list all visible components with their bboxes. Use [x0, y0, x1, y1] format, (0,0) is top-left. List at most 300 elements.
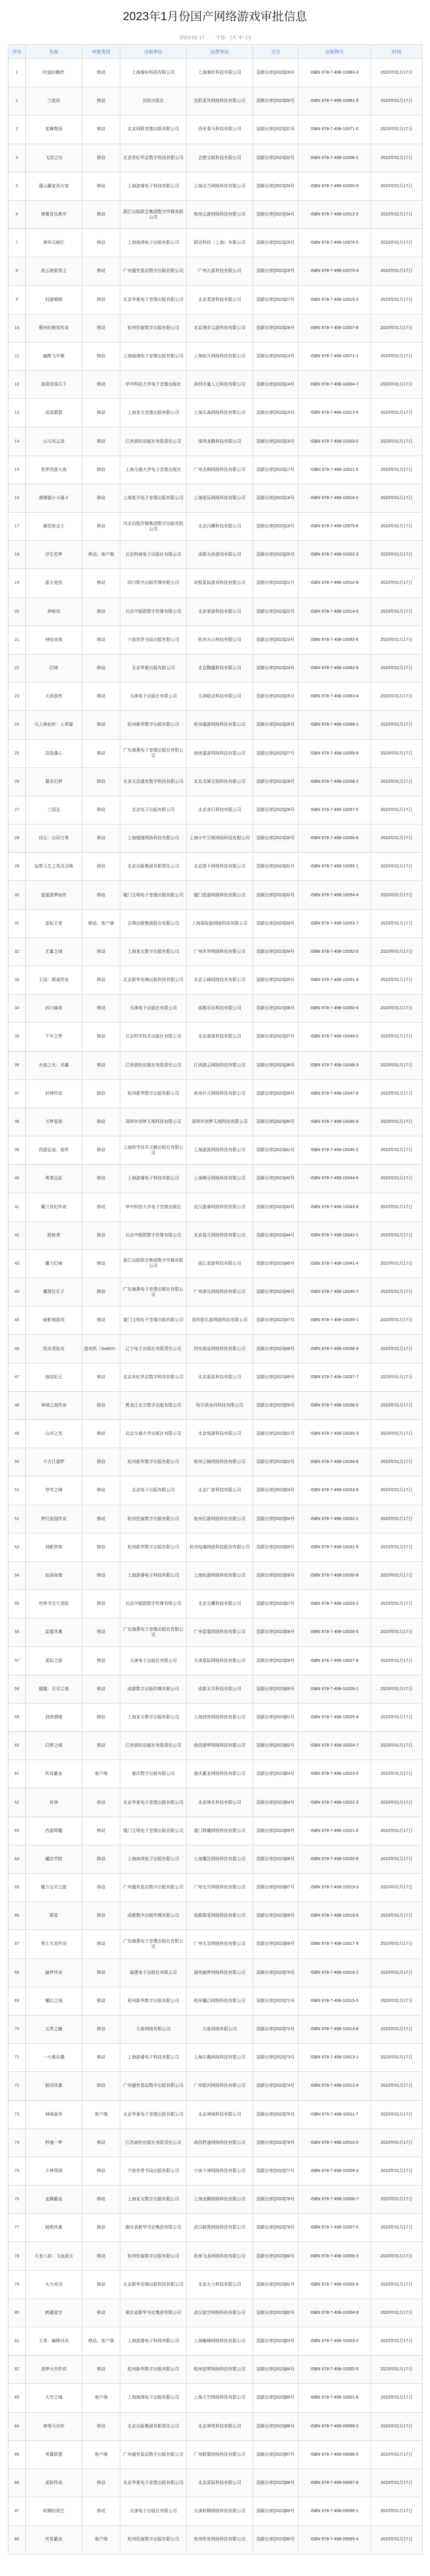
cell-isbn: ISBN 978-7-498-10031-5 [299, 1533, 371, 1561]
cell-operator: 广州游乐网络科技有限公司 [187, 1278, 253, 1306]
cell-category: 移动 [82, 115, 120, 144]
cell-isbn: ISBN 978-7-498-10042-1 [299, 1221, 371, 1249]
table-row [9, 484, 423, 512]
cell-index: 51 [9, 1476, 26, 1505]
table-row [9, 2186, 423, 2214]
cell-approval-no: 国新出审[2023]32号 [253, 881, 299, 909]
cell-category: 移动 [82, 937, 120, 966]
cell-date: 2023年01月17日 [371, 1647, 423, 1675]
cell-approval-no: 国新出审[2023]27号 [253, 285, 299, 314]
cell-publisher: 江西高校出版社有限责任公司 [120, 427, 187, 456]
cell-publisher: 上海海鸿电子出版有限公司 [120, 1845, 187, 1873]
cell-category: 移动 [82, 1675, 120, 1703]
table-row [9, 2299, 423, 2327]
cell-approval-no: 国新出审[2023]53号 [253, 1476, 299, 1505]
cell-publisher: 重庆数字出版有限公司 [120, 1760, 187, 1788]
cell-publisher: 上海复旦电子音像出版有限公司 [120, 484, 187, 512]
cell-game-name: 万梦星球 [26, 1108, 82, 1136]
cell-category: 移动 [82, 144, 120, 172]
cell-game-name: 梦幻家园传说 [26, 1505, 82, 1533]
cell-publisher: 北京华夏电子音像出版有限公司 [120, 1788, 187, 1817]
cell-game-name: 秒速一梦 [26, 2128, 82, 2157]
cell-date: 2023年01月17日 [371, 597, 423, 626]
cell-approval-no: 国新出审[2023]58号 [253, 1618, 299, 1647]
cell-publisher: 辽宁电子出版社有限责任公司 [120, 1335, 187, 1363]
cell-game-name: 苍穹之境 [26, 1476, 82, 1505]
cell-date: 2023年01月17日 [371, 2044, 423, 2072]
cell-category: 移动 [82, 739, 120, 767]
cell-approval-no: 国新出审[2023]36号 [253, 995, 299, 1023]
cell-operator: 南昌游梦网络科技有限公司 [187, 1732, 253, 1760]
cell-operator: 重庆霸业网络科技有限公司 [187, 1760, 253, 1788]
table-row [9, 966, 423, 995]
cell-operator: 北京云峰网络技术有限公司 [187, 966, 253, 995]
cell-date: 2023年01月17日 [371, 1193, 423, 1221]
cell-game-name: 弹幕音乐都市 [26, 200, 82, 228]
cell-isbn: ISBN 978-7-498-10054-4 [299, 881, 371, 909]
cell-isbn: ISBN 978-7-498-10052-0 [299, 937, 371, 966]
cell-category: 移动 [82, 1476, 120, 1505]
cell-category: 移动 [82, 1363, 120, 1391]
table-row [9, 2356, 423, 2384]
cell-approval-no: 国新出审[2023]85号 [253, 2384, 299, 2412]
table-row [9, 285, 423, 314]
table-row [9, 87, 423, 115]
cell-publisher: 沈阳出版社 [120, 87, 187, 115]
cell-date: 2023年01月17日 [371, 2157, 423, 2185]
cell-category: 移动 [82, 2242, 120, 2270]
cell-operator: 宁波斗神网络科技有限公司 [187, 2157, 253, 2185]
cell-operator: 蔚迈科技（上海）有限公司 [187, 229, 253, 257]
cell-publisher: 上海亚太音像出版有限公司 [120, 399, 187, 427]
cell-operator: 上海龙腾网络科技有限公司 [187, 2186, 253, 2214]
cell-index: 88 [9, 2526, 26, 2554]
cell-approval-no: 国新出审[2023]29号 [253, 796, 299, 824]
cell-isbn: ISBN 978-7-498-10013-9 [299, 399, 371, 427]
cell-isbn: ISBN 978-7-498-10041-4 [299, 1249, 371, 1278]
cell-category: 移动 [82, 597, 120, 626]
cell-publisher: 天津电子出版社有限公司 [120, 2497, 187, 2526]
cell-operator: 杭州飞龙网络科技有限公司 [187, 2242, 253, 2270]
cell-category: 移动、客户端 [82, 909, 120, 937]
cell-publisher: 江西高校出版社有限责任公司 [120, 1051, 187, 1079]
cell-game-name: 流云地狱领主 [26, 257, 82, 285]
cell-isbn: ISBN 978-7-498-10033-9 [299, 1476, 371, 1505]
table-row [9, 2015, 423, 2043]
cell-category: 移动 [82, 1221, 120, 1249]
cell-game-name: 幽梦传奇 [26, 1958, 82, 1987]
cell-publisher: 华中科技大学电子音像出版社 [120, 1193, 187, 1221]
cell-game-name: 火力对决 [26, 2270, 82, 2299]
cell-game-name: 蓝天竞技 [26, 569, 82, 597]
cell-operator: 杭州魔幻网络科技有限公司 [187, 1987, 253, 2015]
cell-index: 37 [9, 1079, 26, 1108]
cell-operator: 北京悦游科技有限公司 [187, 1420, 253, 1448]
table-row [9, 1987, 423, 2015]
cell-date: 2023年01月17日 [371, 909, 423, 937]
cell-isbn: ISBN 978-7-498-10059-9 [299, 739, 371, 767]
cell-operator: 北京掌游科技有限公司 [187, 597, 253, 626]
cell-category: 移动 [82, 711, 120, 739]
table-row [9, 229, 423, 257]
cell-operator: 北京漫步云游科技有限公司 [187, 314, 253, 342]
cell-category: 移动 [82, 1108, 120, 1136]
table-row [9, 654, 423, 682]
column-header-operator: 运营单位 [187, 45, 253, 59]
cell-operator: 北京灵犀互娱科技有限公司 [187, 767, 253, 796]
cell-isbn: ISBN 978-7-498-10058-2 [299, 767, 371, 796]
table-row [9, 1108, 423, 1136]
cell-game-name: 神秘岛 [26, 597, 82, 626]
cell-date: 2023年01月17日 [371, 2356, 423, 2384]
cell-index: 71 [9, 2044, 26, 2072]
cell-isbn: ISBN 978-7-498-10013-1 [299, 2044, 371, 2072]
cell-operator: 北京睿游科技有限公司 [187, 1023, 253, 1051]
cell-publisher: 杭州恒泰数字出版有限公司 [120, 2242, 187, 2270]
cell-index: 48 [9, 1391, 26, 1419]
cell-isbn: ISBN 978-7-498-10016-0 [299, 484, 371, 512]
cell-publisher: 上海闻海电子音像出版有限公司 [120, 342, 187, 370]
column-header-approval-no: 文号 [253, 45, 299, 59]
cell-category: 移动 [82, 2469, 120, 2497]
cell-game-name: 成语猜猜 [26, 399, 82, 427]
cell-category: 移动 [82, 1051, 120, 1079]
cell-game-name: 神笔马良传 [26, 2412, 82, 2440]
cell-approval-no: 国新出审[2023]27号 [253, 739, 299, 767]
cell-index: 73 [9, 2100, 26, 2128]
cell-index: 56 [9, 1618, 26, 1647]
cell-index: 80 [9, 2299, 26, 2327]
cell-game-name: 勇者远征 [26, 1165, 82, 1193]
cell-approval-no: 国新出审[2023]79号 [253, 2214, 299, 2242]
cell-index: 19 [9, 569, 26, 597]
cell-isbn: ISBN 978-7-498-10063-4 [299, 683, 371, 711]
cell-isbn: ISBN 978-7-498-10047-6 [299, 1079, 371, 1108]
column-header-category: 申报类别 [82, 45, 120, 59]
table-row [9, 1703, 423, 1731]
cell-game-name: 滑稽猫小卡通卡 [26, 484, 82, 512]
cell-index: 38 [9, 1108, 26, 1136]
cell-index: 12 [9, 371, 26, 399]
cell-approval-no: 国新出审[2023]84号 [253, 2356, 299, 2384]
cell-category: 移动 [82, 626, 120, 654]
cell-approval-no: 国新出审[2023]51号 [253, 1420, 299, 1448]
cell-category: 移动 [82, 2044, 120, 2072]
table-row [9, 1335, 423, 1363]
cell-game-name: 神域战争 [26, 2100, 82, 2128]
cell-publisher: 北京科海电子出版社有限公司 [120, 541, 187, 569]
cell-index: 15 [9, 456, 26, 484]
cell-approval-no: 国新出审[2023]29号 [253, 59, 299, 87]
cell-publisher: 杭州新华数字出版有限公司 [120, 1533, 187, 1561]
cell-category: 移动 [82, 371, 120, 399]
cell-operator: 南昌秒速网络科技有限公司 [187, 2128, 253, 2157]
cell-isbn: ISBN 978-7-498-10039-1 [299, 1306, 371, 1335]
cell-approval-no: 国新出审[2023]89号 [253, 2497, 299, 2526]
cell-operator: 江西游云网络科技有限公司 [187, 1051, 253, 1079]
cell-game-name: 凡人修仙传：人界篇 [26, 711, 82, 739]
cell-operator: 广州宝贝网络科技有限公司 [187, 1874, 253, 1902]
cell-operator: 上海炫月网络科技有限公司 [187, 342, 253, 370]
cell-date: 2023年01月17日 [371, 513, 423, 541]
cell-date: 2023年01月17日 [371, 371, 423, 399]
cell-operator: 杭州火山科技有限公司 [187, 626, 253, 654]
cell-approval-no: 国新出审[2023]37号 [253, 1023, 299, 1051]
cell-approval-no: 国新出审[2023]49号 [253, 1363, 299, 1391]
table-row [9, 1448, 423, 1476]
cell-game-name: 西游降魔 [26, 1817, 82, 1845]
cell-category: 移动 [82, 2128, 120, 2157]
cell-approval-no: 国新出审[2023]56号 [253, 1561, 299, 1589]
cell-approval-no: 国新出审[2023]59号 [253, 1647, 299, 1675]
table-row [9, 399, 423, 427]
cell-isbn: ISBN 978-7-498-10044-5 [299, 1165, 371, 1193]
table-row [9, 371, 423, 399]
cell-index: 62 [9, 1788, 26, 1817]
table-row [9, 2497, 423, 2526]
cell-publisher: 杭州新华数字出版有限公司 [120, 1987, 187, 2015]
table-row [9, 767, 423, 796]
cell-approval-no: 国新出审[2023]23号 [253, 626, 299, 654]
cell-index: 28 [9, 824, 26, 853]
cell-isbn: ISBN 978-7-498-10010-0 [299, 2128, 371, 2157]
cell-publisher: 广东海燕电子音像出版社有限公司 [120, 1930, 187, 1958]
cell-game-name: 魔力宝贝之旅 [26, 1874, 82, 1902]
cell-date: 2023年01月17日 [371, 257, 423, 285]
cell-operator: 上海点当网络科技有限公司 [187, 172, 253, 200]
cell-operator: 北京星月网络科技有限公司 [187, 1221, 253, 1249]
cell-operator: 沈阳亚风网络科技有限公司 [187, 87, 253, 115]
cell-date: 2023年01月17日 [371, 654, 423, 682]
cell-index: 2 [9, 87, 26, 115]
article-meta [8, 32, 422, 44]
cell-operator: 北京游卡网络科技有限公司 [187, 853, 253, 881]
cell-game-name: 战将帝国天下 [26, 371, 82, 399]
cell-approval-no: 国新出审[2023]71号 [253, 1987, 299, 2015]
cell-game-name: 幕府的刺客传说 [26, 314, 82, 342]
cell-approval-no: 国新出审[2023]21号 [253, 569, 299, 597]
cell-isbn: ISBN 978-7-498-10029-2 [299, 1590, 371, 1618]
cell-index: 86 [9, 2469, 26, 2497]
font-size-control[interactable]: 字体：[大 中 小] [216, 35, 251, 41]
cell-game-name: 四川麻将 [26, 995, 82, 1023]
cell-operator: 浙江星游科技有限公司 [187, 1249, 253, 1278]
cell-operator: 杭州电魂网络科技股份有限公司 [187, 1533, 253, 1561]
cell-category: 移动 [82, 1958, 120, 1987]
cell-category: 移动 [82, 1561, 120, 1589]
cell-publisher: 北京电子出版有限公司 [120, 796, 187, 824]
cell-index: 49 [9, 1420, 26, 1448]
cell-operator: 北京青游科技有限公司 [187, 285, 253, 314]
cell-operator: 北京林木科技有限公司 [187, 1788, 253, 1817]
table-row [9, 824, 423, 853]
cell-game-name: 幽默飞车赛 [26, 342, 82, 370]
cell-index: 75 [9, 2157, 26, 2185]
cell-date: 2023年01月17日 [371, 1391, 423, 1419]
cell-category: 移动 [82, 2015, 120, 2043]
cell-operator: 广州联盟网络科技有限公司 [187, 2440, 253, 2469]
cell-category: 移动 [82, 1193, 120, 1221]
cell-index: 1 [9, 59, 26, 87]
cell-index: 64 [9, 1845, 26, 1873]
cell-approval-no: 国新出审[2023]55号 [253, 1533, 299, 1561]
cell-index: 35 [9, 1023, 26, 1051]
cell-date: 2023年01月17日 [371, 342, 423, 370]
table-row [9, 2100, 423, 2128]
cell-publisher: 上海亚太数字出版有限公司 [120, 937, 187, 966]
cell-category: 移动 [82, 853, 120, 881]
cell-publisher: 北京中版联数字传媒有限公司 [120, 1590, 187, 1618]
cell-publisher: 北京新华先锋出版科技有限公司 [120, 966, 187, 995]
cell-isbn: ISBN 978-7-498-10021-6 [299, 1817, 371, 1845]
cell-index: 17 [9, 513, 26, 541]
cell-date: 2023年01月17日 [371, 683, 423, 711]
cell-date: 2023年01月17日 [371, 2440, 423, 2469]
cell-approval-no: 国新出审[2023]67号 [253, 1874, 299, 1902]
cell-category: 移动 [82, 654, 120, 682]
cell-approval-no: 国新出审[2023]34号 [253, 937, 299, 966]
cell-date: 2023年01月17日 [371, 1448, 423, 1476]
cell-operator: 杭州造梦网络科技有限公司 [187, 2356, 253, 2384]
cell-game-name: 最佳射击王 [26, 513, 82, 541]
cell-approval-no: 国新出审[2023]64号 [253, 1788, 299, 1817]
cell-isbn: ISBN 978-7-498-10050-6 [299, 995, 371, 1023]
cell-operator: 广州灵枫网络科技有限公司 [187, 456, 253, 484]
table-row [9, 541, 423, 569]
cell-approval-no: 国新出审[2023]28号 [253, 767, 299, 796]
cell-date: 2023年01月17日 [371, 1958, 423, 1987]
cell-approval-no: 国新出审[2023]62号 [253, 1732, 299, 1760]
table-row [9, 456, 423, 484]
cell-publisher: 杭州新华数字出版有限公司 [120, 1079, 187, 1108]
cell-date: 2023年01月17日 [371, 59, 423, 87]
cell-date: 2023年01月17日 [371, 2469, 423, 2497]
cell-approval-no: 国新出审[2023]31号 [253, 115, 299, 144]
cell-index: 85 [9, 2440, 26, 2469]
cell-index: 24 [9, 711, 26, 739]
cell-isbn: ISBN 978-7-498-10006-3 [299, 2242, 371, 2270]
cell-operator: 上海巅峰网络科技有限公司 [187, 2327, 253, 2356]
cell-game-name: 妄想人生之英灵召唤 [26, 853, 82, 881]
cell-index: 29 [9, 853, 26, 881]
table-header-row [9, 45, 423, 59]
cell-index: 7 [9, 229, 26, 257]
cell-game-name: 诗云：山河万里 [26, 824, 82, 853]
cell-game-name: 轻游嘻嘻 [26, 285, 82, 314]
cell-game-name: 仙剑奇缘 [26, 1561, 82, 1589]
cell-isbn: ISBN 978-7-498-10011-5 [299, 456, 371, 484]
cell-publisher: 成都数字出版传媒有限公司 [120, 1902, 187, 1930]
table-row [9, 2327, 423, 2356]
cell-category: 移动 [82, 172, 120, 200]
cell-index: 60 [9, 1732, 26, 1760]
table-row [9, 314, 423, 342]
cell-publisher: 上海亚太数字出版有限公司 [120, 1703, 187, 1731]
cell-game-name: 妖精的尾巴 [26, 2497, 82, 2526]
cell-date: 2023年01月17日 [371, 1476, 423, 1505]
cell-date: 2023年01月17日 [371, 853, 423, 881]
table-row [9, 1221, 423, 1249]
cell-isbn: ISBN 978-7-498-10049-0 [299, 1023, 371, 1051]
cell-game-name: 魔幻之城 [26, 1987, 82, 2015]
cell-date: 2023年01月17日 [371, 2186, 423, 2214]
cell-date: 2023年01月17日 [371, 1675, 423, 1703]
cell-category: 移动 [82, 484, 120, 512]
cell-operator: 北京宝藏科技有限公司 [187, 1590, 253, 1618]
cell-publisher: 厦门文明电子音像出版有限公司 [120, 1306, 187, 1335]
cell-isbn: ISBN 978-7-498-10034-6 [299, 1448, 371, 1476]
cell-category: 移动 [82, 1788, 120, 1817]
cell-approval-no: 国新出审[2023]25号 [253, 683, 299, 711]
cell-game-name: 斗神领域 [26, 2157, 82, 2185]
cell-isbn: ISBN 978-7-498-10005-6 [299, 2270, 371, 2299]
cell-category: 移动 [82, 1391, 120, 1419]
cell-index: 32 [9, 937, 26, 966]
cell-approval-no: 国新出审[2023]32号 [253, 144, 299, 172]
cell-approval-no: 国新出审[2023]47号 [253, 1306, 299, 1335]
cell-publisher: 天津电子出版社有限公司 [120, 995, 187, 1023]
cell-category: 移动 [82, 87, 120, 115]
table-row [9, 1420, 423, 1448]
cell-operator: 上海游族网络科技有限公司 [187, 1136, 253, 1165]
cell-publisher: 上海交通大学电子音像出版社 [120, 456, 187, 484]
cell-operator: 北京神笔科技有限公司 [187, 2412, 253, 2440]
cell-date: 2023年01月17日 [371, 1079, 423, 1108]
cell-game-name: 银河风暴 [26, 2072, 82, 2100]
table-row [9, 1760, 423, 1788]
cell-index: 41 [9, 1193, 26, 1221]
cell-isbn: ISBN 978-7-498-10062-9 [299, 654, 371, 682]
cell-operator: 天津联动科技有限公司 [187, 683, 253, 711]
cell-index: 82 [9, 2356, 26, 2384]
cell-isbn: ISBN 978-7-498-10038-4 [299, 1335, 371, 1363]
cell-operator: 武汉星空网络科技有限公司 [187, 2299, 253, 2327]
cell-date: 2023年01月17日 [371, 1533, 423, 1561]
cell-approval-no: 国新出审[2023]86号 [253, 2412, 299, 2440]
table-row [9, 1193, 423, 1221]
cell-isbn: ISBN 978-7-498-09998-5 [299, 2440, 371, 2469]
table-row [9, 1391, 423, 1419]
cell-publisher: 成都数字出版传媒有限公司 [120, 1675, 187, 1703]
table-row [9, 2072, 423, 2100]
cell-publisher: 天津电子出版社有限公司 [120, 1647, 187, 1675]
cell-isbn: ISBN 978-7-498-10045-2 [299, 1136, 371, 1165]
cell-game-name: 天龙八部：飞龙战天 [26, 2242, 82, 2270]
cell-approval-no: 国新出审[2023]52号 [253, 1448, 299, 1476]
cell-publisher: 北京华夏电子音像出版有限公司 [120, 2469, 187, 2497]
cell-index: 67 [9, 1930, 26, 1958]
cell-index: 63 [9, 1817, 26, 1845]
cell-approval-no: 国新出审[2023]31号 [253, 853, 299, 881]
cell-operator: 天津星际网络科技有限公司 [187, 1647, 253, 1675]
cell-operator: 武汉暗黑网络科技有限公司 [187, 2214, 253, 2242]
cell-category: 移动 [82, 1845, 120, 1873]
cell-date: 2023年01月17日 [371, 1902, 423, 1930]
cell-category: 移动 [82, 2072, 120, 2100]
cell-operator: 上海秦时科技有限公司 [187, 59, 253, 87]
cell-category: 客户端 [82, 2100, 120, 2128]
table-row [9, 1023, 423, 1051]
cell-isbn: ISBN 978-7-498-10002-5 [299, 2356, 371, 2384]
cell-approval-no: 国新出审[2023]69号 [253, 1930, 299, 1958]
cell-date: 2023年01月17日 [371, 2242, 423, 2270]
cell-game-name: 魔堡狂乐子 [26, 1278, 82, 1306]
cell-publisher: 广州盛世星辰数字出版有限公司 [120, 1874, 187, 1902]
cell-isbn: ISBN 978-7-498-10015-5 [299, 1987, 371, 2015]
cell-category: 移动 [82, 1987, 120, 2015]
table-row [9, 2384, 423, 2412]
cell-index: 76 [9, 2186, 26, 2214]
